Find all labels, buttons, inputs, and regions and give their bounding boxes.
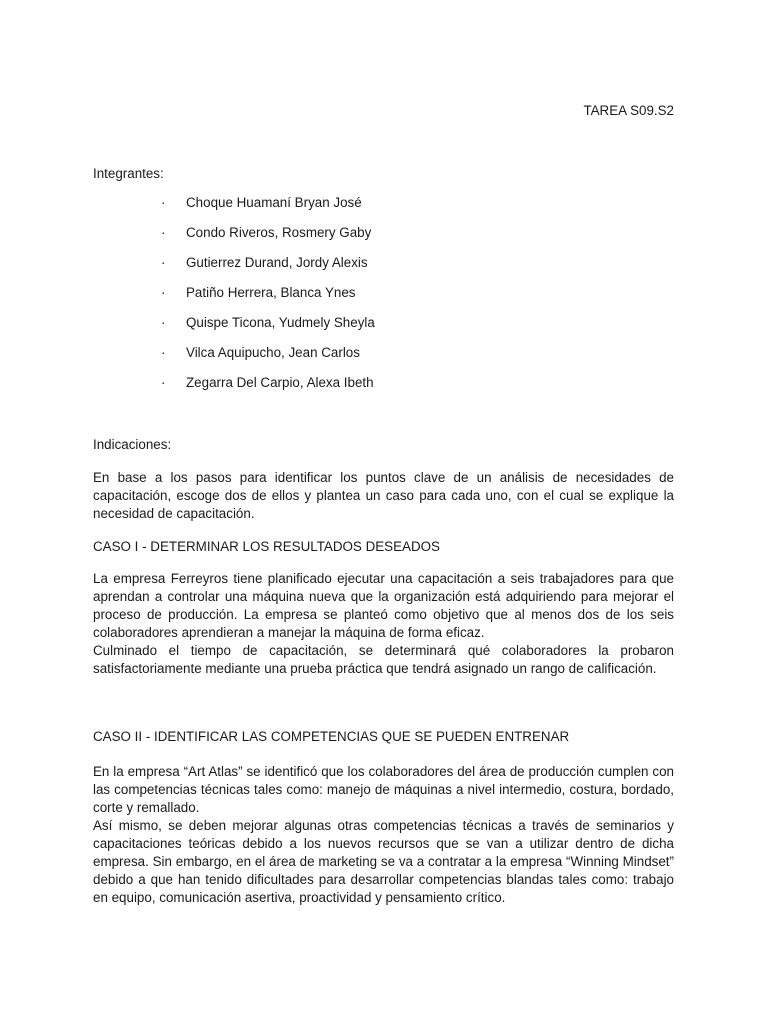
member-name: Choque Huamaní Bryan José bbox=[186, 195, 362, 210]
bullet-icon: · bbox=[161, 195, 166, 210]
case2-paragraph: Así mismo, se deben mejorar algunas otras competencias técnicas a través de seminarios y capacitaciones teóricas debido a los nuevos recursos que se van a utilizar dentro de dicha empresa. Sin embargo, en el área de marketing se va a contratar a la empresa “Winning Mindset” debido a que han tenido dificultades para desarrollar competencias blandas tales como: trabajo en equipo, comunicación asertiva, proactividad y pensamiento crítico. bbox=[93, 818, 674, 905]
case1-title: CASO I - DETERMINAR LOS RESULTADOS DESEADOS bbox=[93, 539, 440, 554]
bullet-icon: · bbox=[161, 315, 166, 330]
bullet-icon: · bbox=[161, 375, 166, 390]
members-label: Integrantes: bbox=[93, 166, 164, 181]
member-name: Gutierrez Durand, Jordy Alexis bbox=[186, 255, 368, 270]
case1-body bbox=[93, 570, 674, 678]
case1-paragraph: Culminado el tiempo de capacitación, se determinará qué colaboradores la probaron satisfactoriamente mediante una prueba práctica que tendrá asignado un rango de calificación. bbox=[93, 643, 674, 676]
member-name: Condo Riveros, Rosmery Gaby bbox=[186, 225, 372, 240]
member-name: Quispe Ticona, Yudmely Sheyla bbox=[186, 315, 375, 330]
indications-label: Indicaciones: bbox=[93, 437, 172, 452]
case2-paragraph: En la empresa “Art Atlas” se identificó que los colaboradores del área de producción cumplen con las competencias técnicas tales como: manejo de máquinas a nivel intermedio, costura, bordado, corte y remallado. bbox=[93, 764, 674, 815]
instructions-paragraph: En base a los pasos para identificar los puntos clave de un análisis de necesidades de capacitación, escoge dos de ellos y plantea un caso para cada uno, con el cual se explique la necesidad de capacitación. bbox=[93, 470, 674, 521]
bullet-icon: · bbox=[161, 225, 166, 240]
bullet-icon: · bbox=[161, 345, 166, 360]
case2-title: CASO II - IDENTIFICAR LAS COMPETENCIAS QUE SE PUEDEN ENTRENAR bbox=[93, 729, 570, 744]
case1-paragraph: La empresa Ferreyros tiene planificado ejecutar una capacitación a seis trabajadores para que aprendan a controlar una máquina nueva que la organización está adquiriendo para mejorar el proceso de producción. La empresa se planteó como objetivo que al menos dos de los seis colaboradores aprendieran a manejar la máquina de forma eficaz. bbox=[93, 571, 674, 640]
member-name: Vilca Aquipucho, Jean Carlos bbox=[186, 345, 360, 360]
bullet-icon: · bbox=[161, 255, 166, 270]
assignment-code: TAREA S09.S2 bbox=[583, 103, 674, 118]
member-name: Zegarra Del Carpio, Alexa Ibeth bbox=[186, 375, 374, 390]
case2-body bbox=[93, 763, 674, 907]
member-name: Patiño Herrera, Blanca Ynes bbox=[186, 285, 356, 300]
bullet-icon: · bbox=[161, 285, 166, 300]
